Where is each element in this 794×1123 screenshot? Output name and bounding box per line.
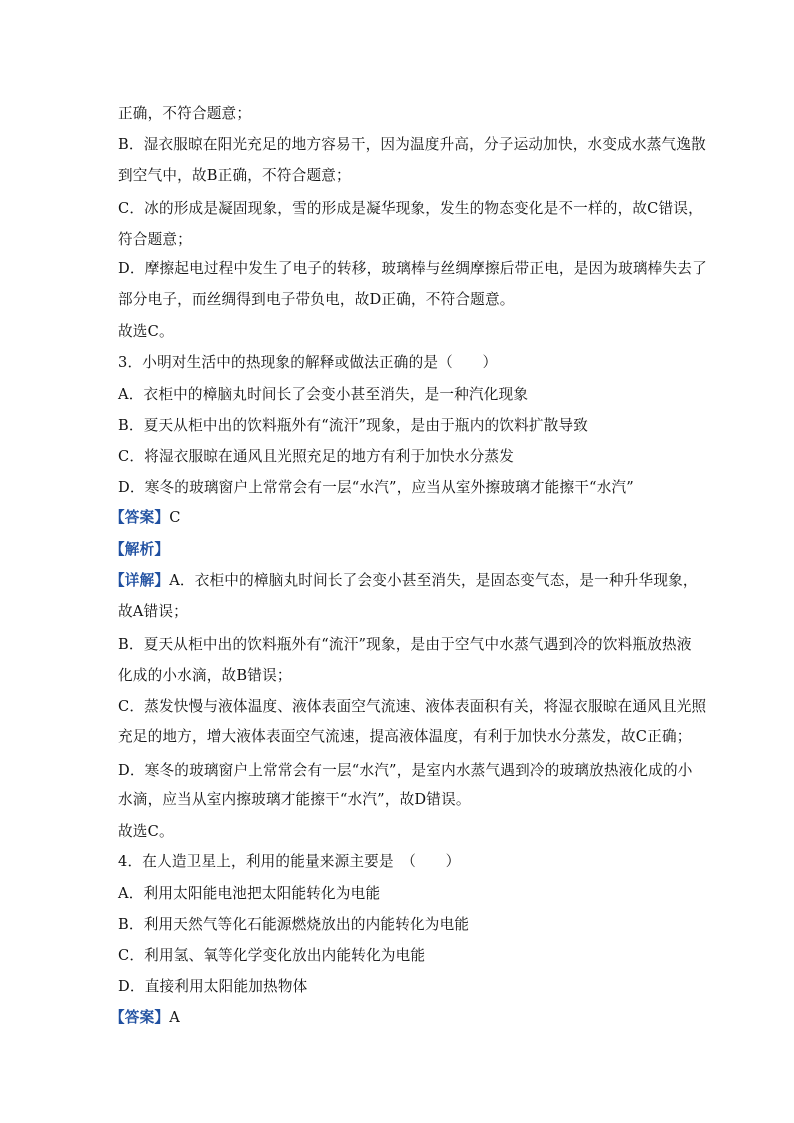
- option-d: D．寒冬的玻璃窗户上常常会有一层“水汽”，应当从室外擦玻璃才能擦干“水汽”: [118, 479, 634, 496]
- detail-text: A．衣柜中的樟脑丸时间长了会变小甚至消失，是固态变气态，是一种升华现象，: [169, 572, 698, 589]
- text-line: B．夏天从柜中出的饮料瓶外有“流汗”现象，是由于空气中水蒸气遇到冷的饮料瓶放热液: [118, 636, 692, 653]
- analysis-tag: 【解析】: [110, 541, 170, 558]
- detail-line: [110, 571, 698, 591]
- text-line: 化成的小水滴，故B错误；: [118, 667, 292, 684]
- analysis-line: [110, 540, 169, 560]
- text-line: B．湿衣服晾在阳光充足的地方容易干，因为温度升高，分子运动加快，水变成水蒸气逸散: [118, 136, 706, 153]
- text-line: 故A错误；: [118, 603, 188, 620]
- detail-tag: 【详解】: [110, 572, 170, 589]
- option-b: B．夏天从柜中出的饮料瓶外有“流汗”现象，是由于瓶内的饮料扩散导致: [118, 417, 589, 434]
- text-line: 部分电子，而丝绸得到电子带负电，故D正确，不符合题意。: [118, 291, 515, 308]
- option-a: A．衣柜中的樟脑丸时间长了会变小甚至消失，是一种汽化现象: [118, 386, 529, 403]
- text-line: 故选C。: [118, 323, 174, 340]
- answer-value: A: [169, 1009, 180, 1026]
- answer-tag: 【答案】: [110, 509, 170, 526]
- answer-value: C: [169, 509, 181, 526]
- option-c: C．将湿衣服晾在通风且光照充足的地方有利于加快水分蒸发: [118, 448, 515, 465]
- option-d: D．直接利用太阳能加热物体: [118, 978, 308, 995]
- text-line: 充足的地方，增大液体表面空气流速，提高液体温度，有利于加快水分蒸发，故C正确；: [118, 728, 692, 745]
- question-3-stem: 3．小明对生活中的热现象的解释或做法正确的是（ ）: [118, 354, 498, 371]
- text-line: 水滴，应当从室内擦玻璃才能擦干“水汽”，故D错误。: [118, 791, 471, 808]
- answer-line: [110, 1008, 180, 1028]
- question-4-stem: 4．在人造卫星上，利用的能量来源主要是 （ ）: [118, 853, 461, 870]
- text-line: C．冰的形成是凝固现象，雪的形成是凝华现象，发生的物态变化是不一样的，故C错误，: [118, 200, 703, 217]
- option-b: B．利用天然气等化石能源燃烧放出的内能转化为电能: [118, 916, 470, 933]
- answer-tag: 【答案】: [110, 1009, 170, 1026]
- text-line: D．摩擦起电过程中发生了电子的转移，玻璃棒与丝绸摩擦后带正电，是因为玻璃棒失去了: [118, 260, 707, 277]
- text-line: 到空气中，故B正确，不符合题意；: [118, 167, 351, 184]
- text-line: 故选C。: [118, 823, 174, 840]
- option-a: A．利用太阳能电池把太阳能转化为电能: [118, 885, 381, 902]
- option-c: C．利用氢、氧等化学变化放出内能转化为电能: [118, 947, 426, 964]
- text-line: D．寒冬的玻璃窗户上常常会有一层“水汽”，是室内水蒸气遇到冷的玻璃放热液化成的小: [118, 762, 693, 779]
- text-line: 符合题意；: [118, 231, 192, 248]
- answer-line: [110, 508, 181, 528]
- text-line: 正确，不符合题意；: [118, 105, 252, 122]
- text-line: C．蒸发快慢与液体温度、液体表面空气流速、液体表面积有关，将湿衣服晾在通风且光照: [118, 698, 707, 715]
